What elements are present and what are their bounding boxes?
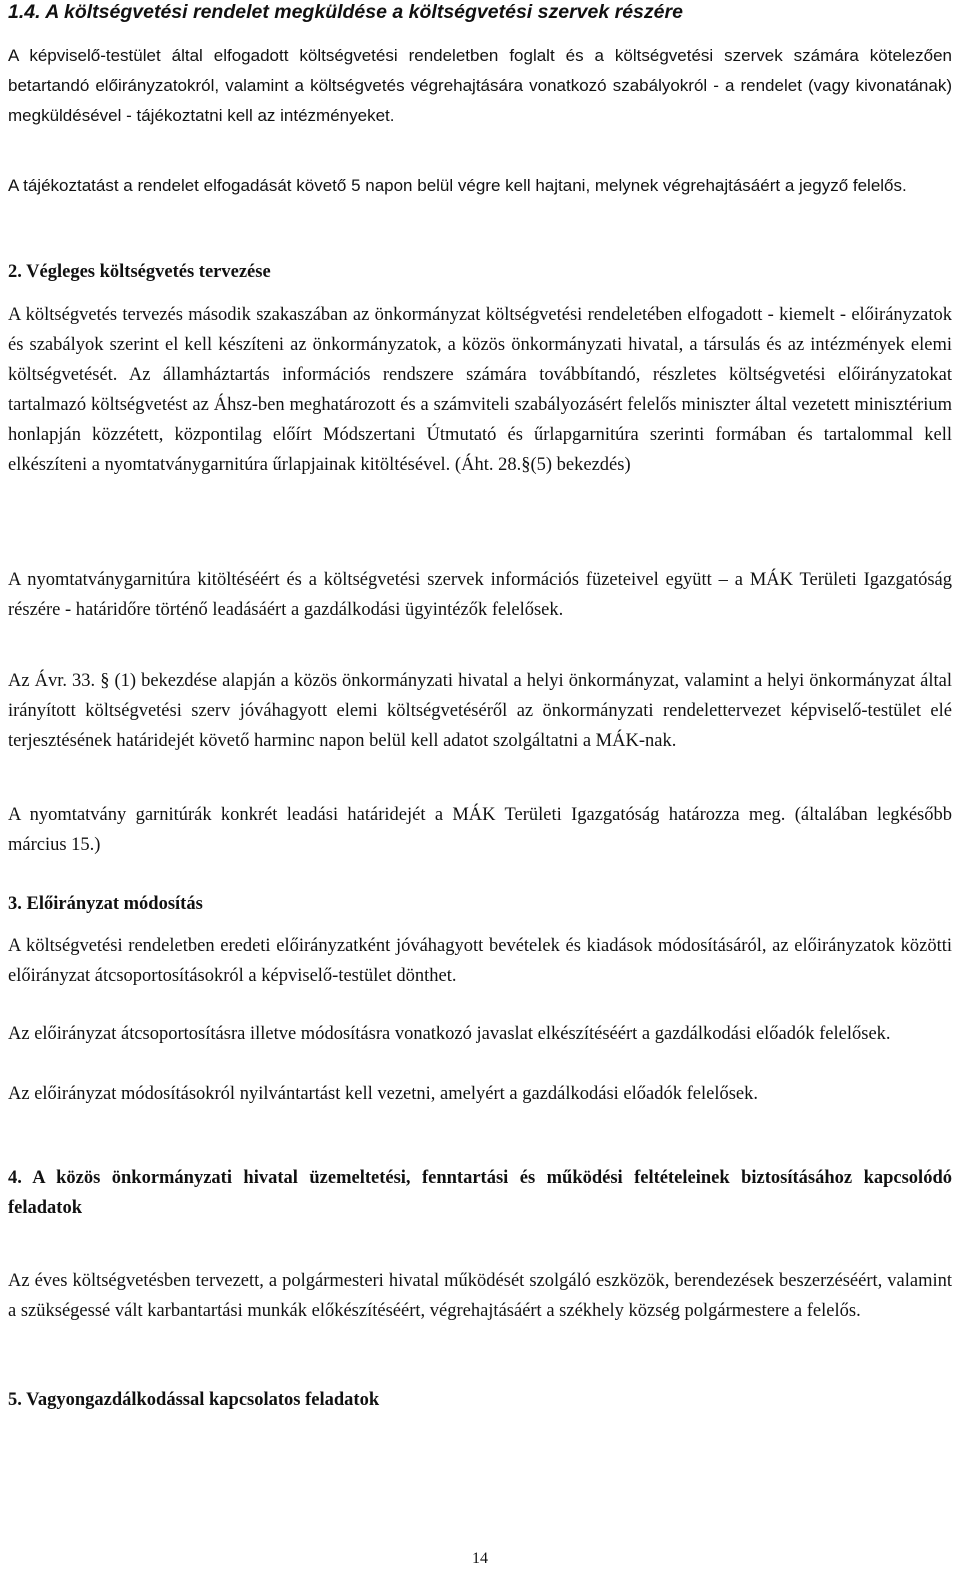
section-3-heading: 3. Előirányzat módosítás — [8, 894, 203, 914]
section-4-heading: 4. A közös önkormányzati hivatal üzemeltetési, fenntartási és működési feltételeinek biztosításához kapcsolódó feladatok — [8, 1168, 952, 1218]
section-2-heading: 2. Végleges költségvetés tervezése — [8, 262, 271, 282]
section-2-paragraph-2: A nyomtatványgarnitúra kitöltéséért és a költségvetési szervek információs füzeteivel együtt – a MÁK Területi Igazgatóság részére - határidőre történő leadásáért a gazdálkodási ügyintézők felelősek. — [8, 570, 952, 620]
section-2-paragraph-4: A nyomtatvány garnitúrák konkrét leadási határidejét a MÁK Területi Igazgatóság határozza meg. (általában legkésőbb március 15.) — [8, 805, 952, 855]
section-3-paragraph-3: Az előirányzat módosításokról nyilvántartást kell vezetni, amelyért a gazdálkodási előadók felelősek. — [8, 1084, 759, 1104]
section-2-paragraph-1: A költségvetés tervezés második szakaszában az önkormányzat költségvetési rendeletében elfogadott - kiemelt - előirányzatok és szabályok szerint el kell készíteni az önkormányzatok, a közös önkormányzati hivatal, a társulás és az intézmények elemi költségvetését. Az államháztartás információs rendszere számára továbbítandó, részletes költségvetési előirányzatokat tartalmazó költségvetést az Áhsz-ben meghatározott és a számviteli szabályozásért felelős miniszter által vezetett minisztérium honlapján közzétett, központilag előírt Módszertani Útmutató és űrlapgarnitúra szerinti formában és tartalommal kell elkészíteni a nyomtatványgarnitúra űrlapjainak kitöltésével. (Áht. 28.§(5) bekezdés) — [8, 305, 952, 475]
section-3-paragraph-2: Az előirányzat átcsoportosításra illetve módosításra vonatkozó javaslat elkészítéséért a gazdálkodási előadók felelősek. — [8, 1024, 891, 1044]
section-4-paragraph-1: Az éves költségvetésben tervezett, a polgármesteri hivatal működését szolgáló eszközök, berendezések beszerzéséért, valamint a szükségessé vált karbantartási munkák előkészítéséért, végrehajtásáért a székhely község polgármestere a felelős. — [8, 1271, 952, 1321]
page-number: 14 — [472, 1550, 488, 1567]
section-1-4-paragraph-1: A képviselő-testület által elfogadott költségvetési rendeletben foglalt és a költségvetési szervek számára kötelezően betartandó előirányzatokról, valamint a költségvetés végrehajtására vonatkozó szabályokról - a rendelet (vagy kivonatának) megküldésével - tájékoztatni kell az intézményeket. — [8, 46, 952, 125]
section-1-4-heading: 1.4. A költségvetési rendelet megküldése a költségvetési szervek részére — [8, 1, 683, 23]
section-3-paragraph-1: A költségvetési rendeletben eredeti előirányzatként jóváhagyott bevételek és kiadások módosításáról, az előirányzatok közötti előirányzat átcsoportosításokról a képviselő-testület dönthet. — [8, 936, 952, 986]
section-2-paragraph-3: Az Ávr. 33. § (1) bekezdése alapján a közös önkormányzati hivatal a helyi önkormányzat, valamint a helyi önkormányzat által irányított költségvetési szerv jóváhagyott elemi költségvetéséről az önkormányzati rendelettervezet képviselő-testület elé terjesztésének határidejét követő harminc napon belül kell adatot szolgáltatni a MÁK-nak. — [8, 671, 952, 751]
section-5-heading: 5. Vagyongazdálkodással kapcsolatos feladatok — [8, 1390, 380, 1410]
section-1-4-paragraph-2: A tájékoztatást a rendelet elfogadását követő 5 napon belül végre kell hajtani, melynek végrehajtásáért a jegyző felelős. — [8, 176, 907, 195]
